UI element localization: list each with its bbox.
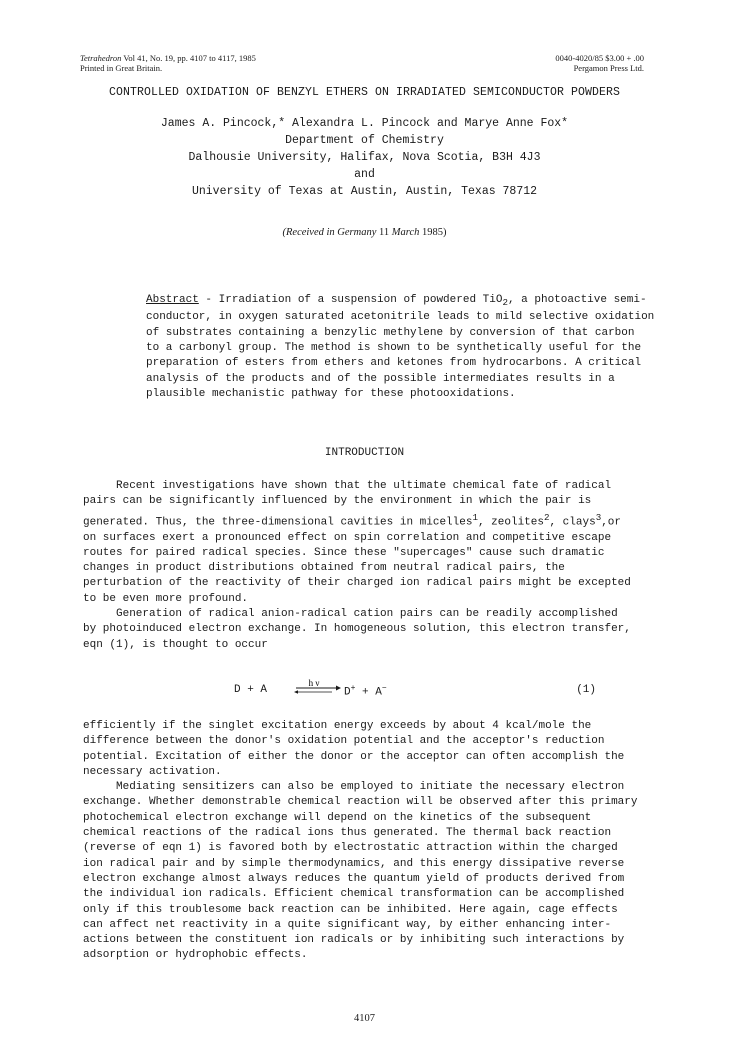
publisher-info <box>555 53 644 73</box>
publisher-name: Pergamon Press Ltd. <box>573 63 644 73</box>
page-number: 4107 <box>354 1013 375 1024</box>
affiliation-dalhousie: Dalhousie University, Halifax, Nova Scotia, B3H 4J3 <box>188 151 541 164</box>
affiliation-texas: University of Texas at Austin, Austin, Texas 78712 <box>191 185 538 198</box>
department: Department of Chemistry <box>285 134 444 147</box>
introduction-text: Recent investigations have shown that the ultimate chemical fate of radical pairs can be significantly influenced by the environment in which the pair is generated. Thus, the three-dimensional cavities in micelles$^1$, zeolites$^2$, clays$^3$,or on surfaces exert a pronounced effect on spin correlation and competitive escape routes for paired radical species. Since these "supercages" cause such dramatic changes in product distributions obtained from neutral radical pairs, the perturbation of the reactivity of their charged ion radical pairs might be excepted to be even more profound. Generation of radical anion-radical cation pairs can be readily accomplished by photoinduced electron exchange. In homogeneous solution, this electron transfer, eqn (1), is thought to occur <box>83 480 631 651</box>
author-names: James A. Pincock,* Alexandra L. Pincock and Marye Anne Fox* <box>160 117 569 130</box>
abstract-label: Abstract <box>146 294 199 306</box>
equation-number: (1) <box>576 684 596 696</box>
affiliation-and: and <box>354 168 375 181</box>
article-title: CONTROLLED OXIDATION OF BENZYL ETHERS ON IRRADIATED SEMICONDUCTOR POWDERS <box>108 86 621 99</box>
journal-volume: Vol 41, No. 19, pp. 4107 to 4117, 1985 <box>121 53 256 63</box>
journal-citation <box>80 53 256 73</box>
equation-lhs: D + A <box>234 684 268 696</box>
issn-price: 0040-4020/85 $3.00 + .00 <box>555 53 644 63</box>
equation-rhs: D+ + A− <box>344 684 387 699</box>
section-heading-introduction: INTRODUCTION <box>324 447 405 459</box>
printed-in: Printed in Great Britain. <box>80 63 163 73</box>
body-text-continued: efficiently if the singlet excitation energy exceeds by about 4 kcal/mole the difference between the donor's oxidation potential and the acceptor's reduction potential. Excitation of either the donor or the acceptor can often accomplish the necessary activation. Mediating sensitizers can also be employed to initiate the necessary electron exchange. Whether demonstrable chemical reaction will be observed after this primary photochemical electron exchange will depend on the kinetics of the subsequent chemical reactions of the radical ions thus generated. The thermal back reaction (reverse of eqn 1) is favored both by electrostatic attraction within the charged ion radical pair and by simple thermodynamics, and this energy dissipative reverse electron exchange almost always reduces the quantum yield of products derived from the individual ion radicals. Efficient chemical transformation can be accomplished only if this troublesome back reaction can be inhibited. Here again, cage effects can affect net reactivity in a quite significant way, by either enhancing inter- actions between the constituent ion radicals or by inhibiting such interactions by adsorption or hydrophobic effects. <box>83 720 638 962</box>
equation-1 <box>234 678 654 698</box>
abstract: Abstract - Irradiation of a suspension of powdered TiO$_2$, a photoactive semi- conductor, in oxygen saturated acetonitrile leads to mild selective oxidation of substrates containing a benzylic methylene by conversion of that carbon to a carbonyl group. The method is shown to be synthetically useful for the preparation of esters from ethers and ketones from hydrocarbons. A critical analysis of the products and of the possible intermediates results in a plausible mechanistic pathway for these photooxidations. <box>146 294 655 400</box>
journal-name: Tetrahedron <box>80 53 122 63</box>
hv-label: h ν <box>308 678 320 688</box>
received-date: (Received in Germany 11 March 1985) <box>282 227 447 238</box>
equilibrium-arrow-icon <box>292 678 342 698</box>
